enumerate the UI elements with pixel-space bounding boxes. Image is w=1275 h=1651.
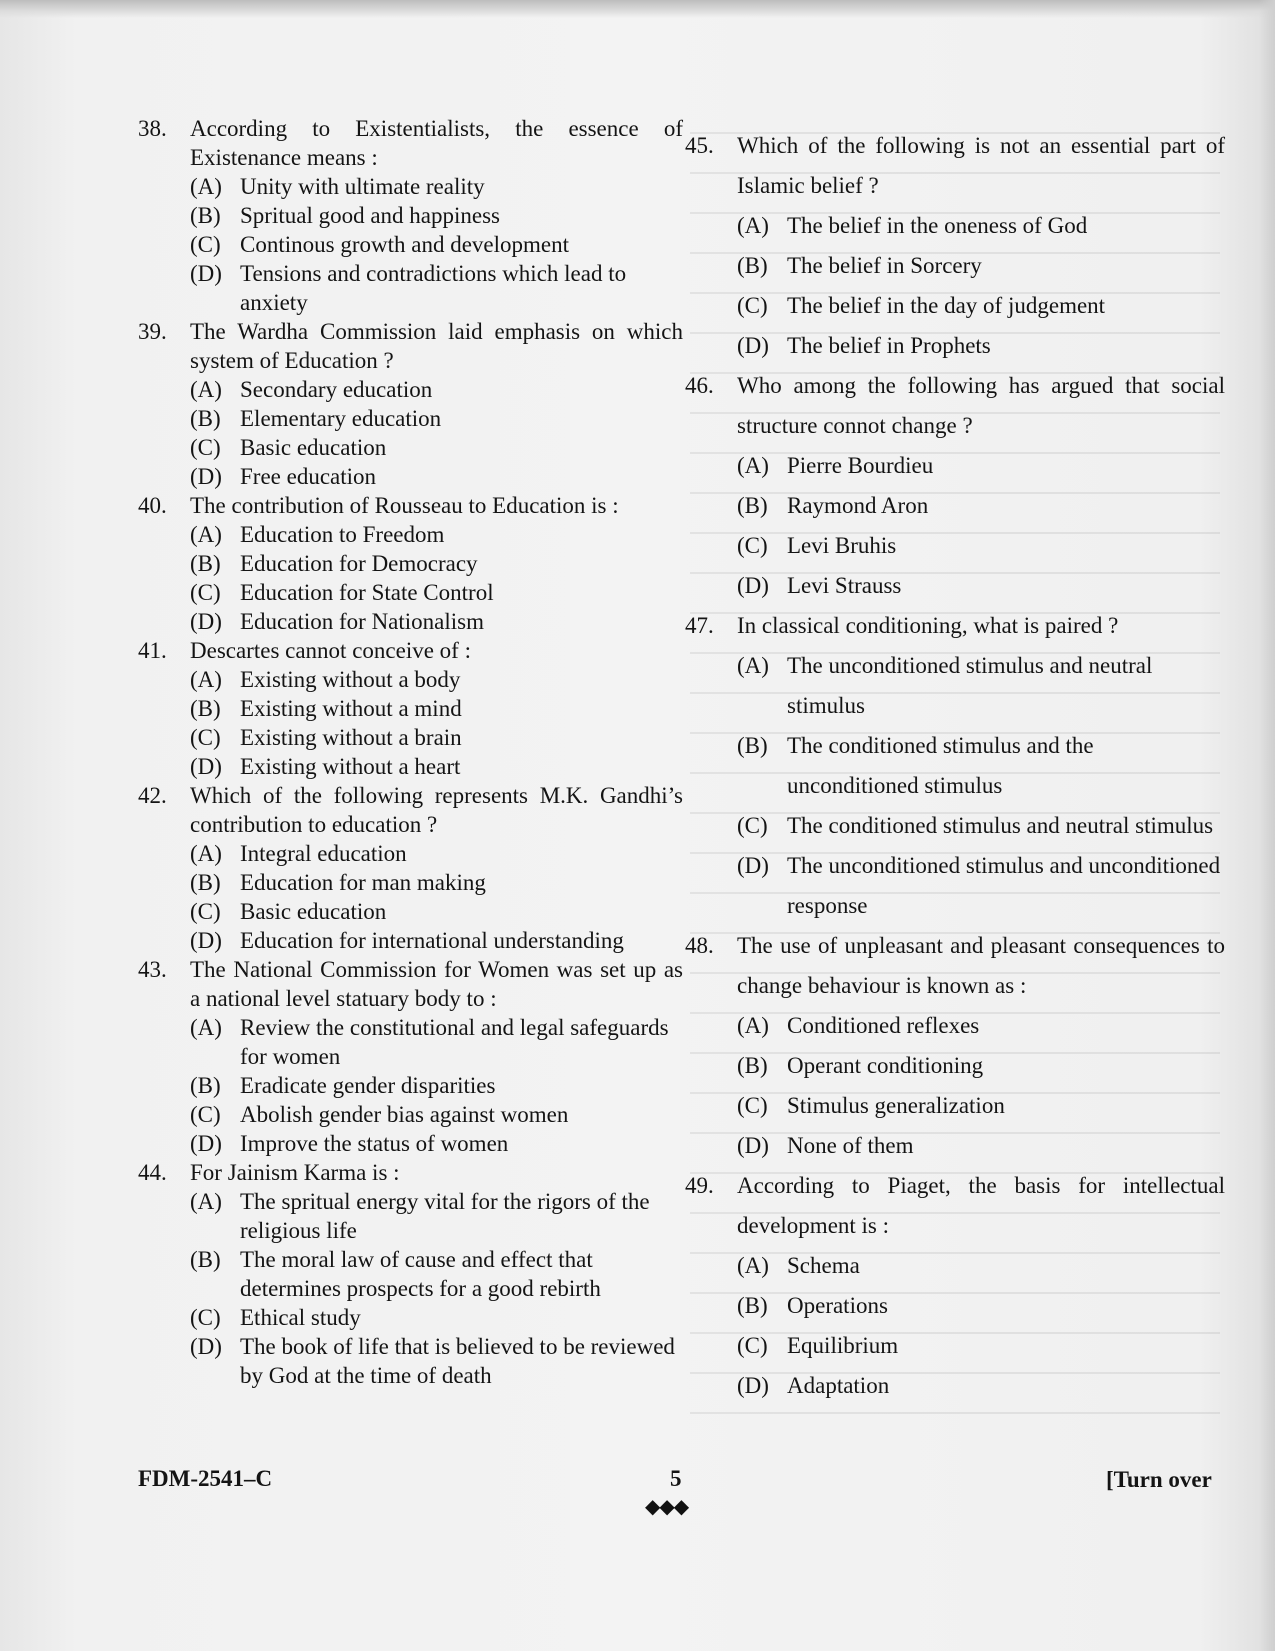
answer-option [737,206,1225,246]
answer-option [190,723,683,752]
answer-option [190,1129,683,1158]
option-text: Free education [240,464,377,489]
option-text: Conditioned reflexes [787,1013,980,1038]
question-number: 41. [138,638,167,663]
question-number: 45. [685,133,714,158]
option-text: Education to Freedom [240,522,445,547]
option-label: (B) [737,1053,768,1078]
question-item [685,606,1225,926]
option-text: Tensions and contradictions which lead to anxiety [240,261,627,315]
answer-option [737,526,1225,566]
option-label: (B) [737,1293,768,1318]
option-label: (C) [190,725,221,750]
option-text: Secondary education [240,377,433,402]
option-text: Adaptation [787,1373,890,1398]
option-label: (C) [190,580,221,605]
option-text: Operant conditioning [787,1053,984,1078]
option-label: (B) [190,1073,221,1098]
option-text: Abolish gender bias against women [240,1102,569,1127]
answer-option [737,1086,1225,1126]
answer-option [190,549,683,578]
answer-option [190,1332,683,1390]
option-label: (D) [190,754,222,779]
option-text: Existing without a mind [240,696,462,721]
option-text: Operations [787,1293,888,1318]
answer-option [737,446,1225,486]
option-text: The unconditioned stimulus and neutral stimulus [787,653,1153,718]
answer-option [190,1071,683,1100]
answer-option [190,607,683,636]
question-item [685,926,1225,1166]
answer-option [737,1046,1225,1086]
option-label: (C) [737,293,768,318]
answer-option [737,286,1225,326]
option-label: (D) [190,609,222,634]
answer-option [190,1187,683,1245]
scan-right-shadow [1259,0,1275,1651]
option-label: (D) [190,928,222,953]
option-label: (D) [737,853,769,878]
option-label: (A) [737,653,769,678]
option-text: Equilibrium [787,1333,899,1358]
option-text: Stimulus generalization [787,1093,1005,1118]
option-text: Education for international understanding [240,928,624,953]
option-label: (C) [190,232,221,257]
question-text: Which of the following represents M.K. Gandhi’s contribution to education ? [190,783,683,837]
question-item [138,317,683,491]
option-label: (B) [190,406,221,431]
option-text: Integral education [240,841,407,866]
question-number: 38. [138,116,167,141]
option-label: (D) [737,1373,769,1398]
option-text: Raymond Aron [787,493,929,518]
option-label: (A) [190,841,222,866]
question-item [138,491,683,636]
option-label: (D) [190,464,222,489]
answer-option [737,726,1225,806]
option-label: (A) [190,174,222,199]
option-label: (B) [737,493,768,518]
question-text: According to Piaget, the basis for intellectual development is : [737,1173,1225,1238]
option-label: (C) [737,1093,768,1118]
question-text: The Wardha Commission laid emphasis on which system of Education ? [190,319,683,373]
option-text: The belief in Sorcery [787,253,982,278]
option-text: Education for Nationalism [240,609,484,634]
answer-option [190,201,683,230]
answer-option [190,868,683,897]
option-text: Pierre Bourdieu [787,453,934,478]
option-text: Existing without a heart [240,754,461,779]
question-number: 44. [138,1160,167,1185]
right-question-column [685,126,1225,1406]
option-text: The moral law of cause and effect that determines prospects for a good rebirth [240,1247,601,1301]
option-label: (C) [190,899,221,924]
option-label: (A) [737,453,769,478]
option-text: The spritual energy vital for the rigors of the religious life [240,1189,650,1243]
option-text: Elementary education [240,406,442,431]
option-label: (D) [190,1131,222,1156]
option-label: (A) [737,1013,769,1038]
answer-option [737,1006,1225,1046]
option-label: (C) [737,1333,768,1358]
answer-option [190,839,683,868]
page-number: 5 [670,1466,682,1491]
question-text: The National Commission for Women was set up as a national level statuary body to : [190,957,683,1011]
option-text: The belief in the oneness of God [787,213,1088,238]
answer-option [190,694,683,723]
option-text: Ethical study [240,1305,361,1330]
option-label: (B) [190,870,221,895]
answer-option [190,520,683,549]
option-label: (A) [737,213,769,238]
option-label: (D) [737,1133,769,1158]
answer-option [190,172,683,201]
answer-option [737,1286,1225,1326]
left-question-column [138,114,683,1390]
answer-option [737,1366,1225,1406]
option-text: Review the constitutional and legal safeguards for women [240,1015,669,1069]
question-number: 49. [685,1173,714,1198]
option-label: (B) [190,203,221,228]
question-item [138,955,683,1158]
answer-option [190,433,683,462]
option-text: Eradicate gender disparities [240,1073,496,1098]
answer-option [190,230,683,259]
answer-option [190,1245,683,1303]
option-text: Education for State Control [240,580,494,605]
question-text: In classical conditioning, what is paired ? [737,613,1119,638]
option-label: (C) [737,813,768,838]
question-number: 46. [685,373,714,398]
answer-option [190,897,683,926]
scan-top-shadow [0,0,1275,18]
option-label: (B) [190,696,221,721]
question-number: 43. [138,957,167,982]
option-label: (C) [190,435,221,460]
question-number: 48. [685,933,714,958]
question-number: 39. [138,319,167,344]
answer-option [190,665,683,694]
question-number: 47. [685,613,714,638]
option-label: (A) [190,377,222,402]
answer-option [190,926,683,955]
option-label: (A) [737,1253,769,1278]
diamond-ornament-icon: ◆◆◆ [645,1496,689,1518]
turn-over-note: [Turn over [1106,1467,1212,1492]
option-label: (C) [737,533,768,558]
answer-option [737,246,1225,286]
question-number: 42. [138,783,167,808]
option-label: (D) [737,333,769,358]
option-text: The book of life that is believed to be reviewed by God at the time of death [240,1334,675,1388]
option-text: Existing without a body [240,667,461,692]
question-number: 40. [138,493,167,518]
answer-option [190,375,683,404]
question-text: Who among the following has argued that social structure connot change ? [737,373,1225,438]
answer-option [737,1326,1225,1366]
question-item [138,636,683,781]
option-label: (B) [737,253,768,278]
question-item [138,114,683,317]
option-text: Existing without a brain [240,725,462,750]
option-label: (A) [190,1015,222,1040]
option-text: Unity with ultimate reality [240,174,485,199]
question-item [138,781,683,955]
option-label: (B) [737,733,768,758]
option-label: (D) [737,573,769,598]
option-label: (D) [190,261,222,286]
option-text: Schema [787,1253,860,1278]
option-text: Continous growth and development [240,232,569,257]
option-text: None of them [787,1133,914,1158]
option-text: Improve the status of women [240,1131,509,1156]
answer-option [737,806,1225,846]
question-item [685,126,1225,366]
option-text: The conditioned stimulus and neutral stimulus [787,813,1214,838]
paper-code: FDM-2541–C [138,1466,273,1491]
answer-option [737,646,1225,726]
question-text: The use of unpleasant and pleasant consequences to change behaviour is known as : [737,933,1225,998]
answer-option [737,1126,1225,1166]
question-item [685,1166,1225,1406]
answer-option [190,752,683,781]
option-label: (A) [190,667,222,692]
option-text: Spritual good and happiness [240,203,500,228]
answer-option [737,846,1225,926]
option-label: (B) [190,551,221,576]
option-label: (A) [190,1189,222,1214]
question-item [138,1158,683,1390]
option-text: Basic education [240,435,387,460]
option-text: Basic education [240,899,387,924]
option-label: (D) [190,1334,222,1359]
option-text: Levi Bruhis [787,533,897,558]
option-text: The conditioned stimulus and the unconditioned stimulus [787,733,1094,798]
answer-option [190,404,683,433]
question-text: According to Existentialists, the essence of Existenance means : [190,116,683,170]
question-text: Which of the following is not an essential part of Islamic belief ? [737,133,1225,198]
option-text: Education for man making [240,870,486,895]
answer-option [190,259,683,317]
answer-option [737,486,1225,526]
answer-option [190,1013,683,1071]
option-text: Education for Democracy [240,551,478,576]
question-text: Descartes cannot conceive of : [190,638,471,663]
option-text: Levi Strauss [787,573,902,598]
answer-option [190,578,683,607]
answer-option [190,1100,683,1129]
option-label: (C) [190,1102,221,1127]
answer-option [737,566,1225,606]
question-text: For Jainism Karma is : [190,1160,400,1185]
answer-option [737,1246,1225,1286]
option-text: The belief in the day of judgement [787,293,1106,318]
option-label: (C) [190,1305,221,1330]
question-text: The contribution of Rousseau to Education is : [190,493,619,518]
answer-option [737,326,1225,366]
answer-option [190,1303,683,1332]
option-text: The belief in Prophets [787,333,991,358]
question-item [685,366,1225,606]
answer-option [190,462,683,491]
option-label: (A) [190,522,222,547]
option-label: (B) [190,1247,221,1272]
option-text: The unconditioned stimulus and unconditioned response [787,853,1221,918]
